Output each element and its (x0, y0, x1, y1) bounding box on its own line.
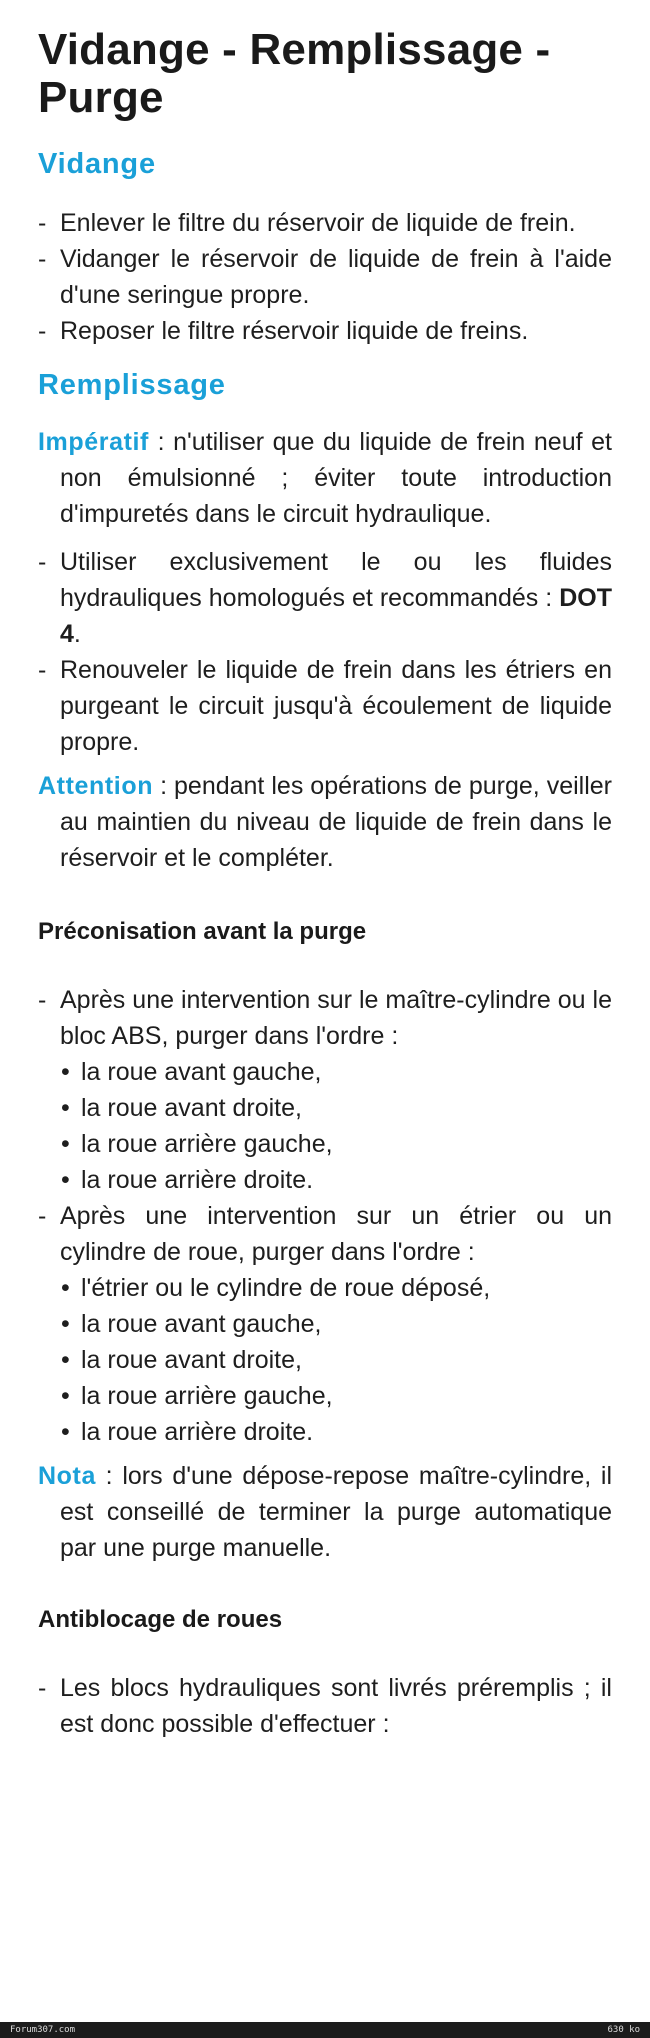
bullet-item: • la roue avant droite, (38, 1342, 612, 1378)
vidange-list (38, 205, 612, 349)
antiblocage-list (38, 1670, 612, 1742)
footer-bar (0, 2022, 650, 2038)
attention-paragraph (38, 768, 612, 876)
list-item: - Les blocs hydrauliques sont livrés préremplis ; il est donc possible d'effectuer : (38, 1670, 612, 1742)
list-item: - Après une intervention sur un étrier ou un cylindre de roue, purger dans l'ordre : (38, 1198, 612, 1270)
section-heading-vidange: Vidange (38, 148, 156, 180)
list-item: - Renouveler le liquide de frein dans les étriers en purgeant le circuit jusqu'à écoulement de liquide propre. (38, 652, 612, 760)
section-heading-antiblocage: Antiblocage de roues (38, 1606, 283, 1633)
bullet-item: • la roue avant droite, (38, 1090, 612, 1126)
imperatif-text: : n'utiliser que du liquide de frein neuf et non émulsionné ; éviter toute introduction d'impuretés dans le circuit hydraulique. (60, 428, 612, 528)
bullet-item: • l'étrier ou le cylindre de roue déposé, (38, 1270, 612, 1306)
list-item: - Vidanger le réservoir de liquide de frein à l'aide d'une seringue propre. (38, 241, 612, 313)
preconisation-list (38, 982, 612, 1450)
remplissage-list (38, 544, 612, 760)
bullet-item: • la roue arrière gauche, (38, 1378, 612, 1414)
document-page (38, 26, 612, 1742)
imperatif-paragraph (38, 424, 612, 532)
bullet-item: • la roue avant gauche, (38, 1306, 612, 1342)
list-item-text: Utiliser exclusivement le ou les fluides hydrauliques homologués et recommandés : (60, 548, 612, 612)
bullet-item: • la roue arrière droite. (38, 1162, 612, 1198)
list-item-end: . (73, 620, 81, 648)
list-item: - Après une intervention sur le maître-cylindre ou le bloc ABS, purger dans l'ordre : (38, 982, 612, 1054)
bullet-item: • la roue arrière gauche, (38, 1126, 612, 1162)
list-item: - Enlever le filtre du réservoir de liquide de frein. (38, 205, 612, 241)
section-heading-preconisation: Préconisation avant la purge (38, 918, 367, 945)
nota-paragraph (38, 1458, 612, 1566)
list-item (38, 544, 612, 652)
dot4-label: DOT 4 (60, 584, 612, 648)
section-heading-remplissage: Remplissage (38, 369, 226, 401)
nota-text: : lors d'une dépose-repose maître-cylindre, il est conseillé de terminer la purge automatique par une purge manuelle. (60, 1462, 612, 1562)
imperatif-label: Impératif (38, 428, 149, 456)
footer-site-label: Forum307.com (10, 2025, 76, 2035)
bullet-item: • la roue arrière droite. (38, 1414, 612, 1450)
bullet-item: • la roue avant gauche, (38, 1054, 612, 1090)
nota-label: Nota (38, 1462, 96, 1490)
attention-text: : pendant les opérations de purge, veiller au maintien du niveau de liquide de frein dans le réservoir et le compléter. (60, 772, 612, 872)
page-title: Vidange - Remplissage - Purge (38, 25, 551, 122)
footer-size-label: 630 ko (607, 2025, 640, 2035)
attention-label: Attention (38, 772, 154, 800)
list-item: - Reposer le filtre réservoir liquide de freins. (38, 313, 612, 349)
